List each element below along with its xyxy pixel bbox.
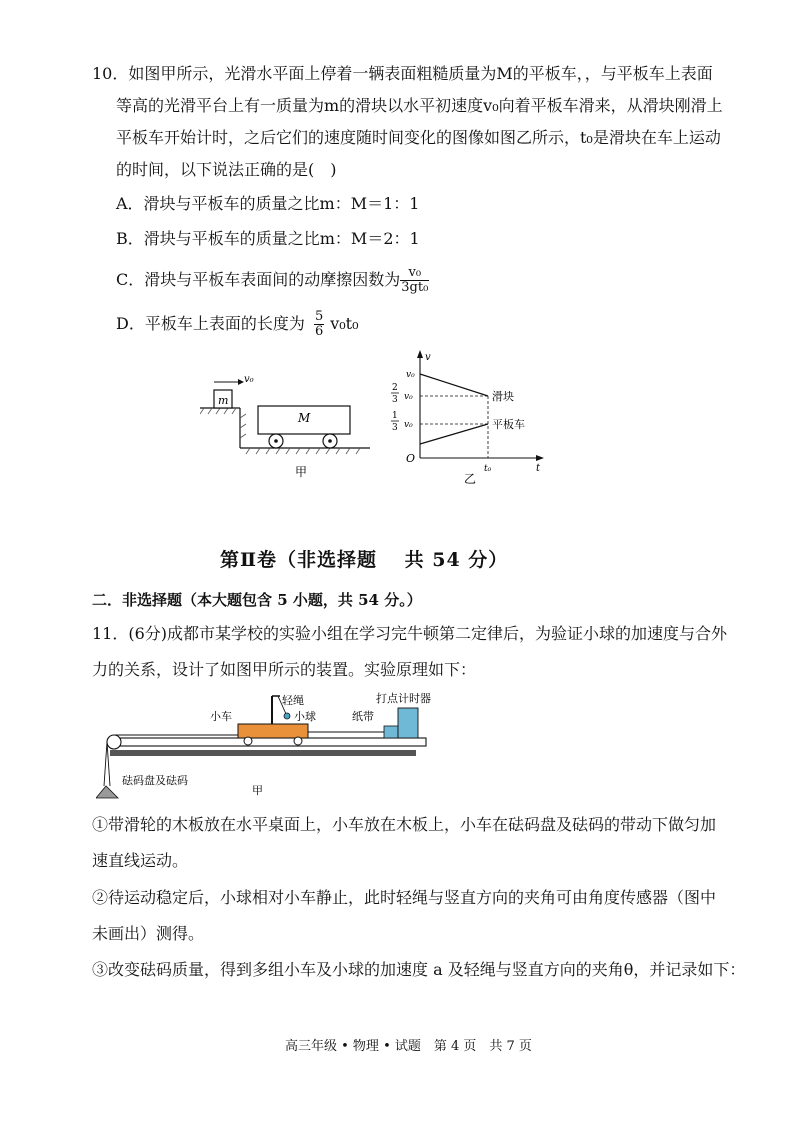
pulley-icon <box>107 735 121 749</box>
q11-step3: ③改变砝码质量，得到多组小车及小球的加速度 a 及轻绳与竖直方向的夹角θ，并记录如下： <box>92 960 746 979</box>
series-label-block: 滑块 <box>492 390 514 403</box>
wheel-icon <box>294 737 302 745</box>
figure-jia-caption: 甲 <box>295 465 308 479</box>
tick-two-thirds-num: 2 <box>392 383 398 393</box>
series-line-block <box>420 374 488 396</box>
wheel-icon <box>244 737 252 745</box>
q10-option-b: B．滑块与平板车的质量之比m：M＝2：1 <box>116 229 420 248</box>
weight-pan-icon <box>96 786 118 798</box>
q10-option-d <box>116 310 359 339</box>
q11-line2: 力的关系，设计了如图甲所示的装置。实验原理如下： <box>92 660 477 679</box>
label-m: m <box>218 394 229 407</box>
fraction-numerator: v₀ <box>400 266 429 281</box>
label-cart: 小车 <box>210 710 232 723</box>
q10-option-c-fraction <box>400 266 429 295</box>
origin-label: O <box>406 452 416 465</box>
figure-yi-caption: 乙 <box>464 472 477 485</box>
page-footer: 高三年级 • 物理 • 试题 第 4 页 共 7 页 <box>285 1039 532 1054</box>
tick-two-thirds-v0: v₀ <box>404 392 413 402</box>
label-ball: 小球 <box>294 710 316 723</box>
label-M: M <box>298 411 311 425</box>
wooden-board <box>110 738 426 746</box>
series-line-cart <box>420 424 488 444</box>
table-surface <box>110 750 416 756</box>
tick-one-third-den: 3 <box>392 423 398 433</box>
tick-two-thirds-den: 3 <box>392 395 398 405</box>
q10-option-a: A．滑块与平板车的质量之比m：M＝1：1 <box>116 194 420 213</box>
q11-line1: 11．(6分)成都市某学校的实验小组在学习完牛顿第二定律后，为验证小球的加速度与合外 <box>92 624 728 643</box>
section-title: 第Ⅱ卷（非选择题 共 54 分） <box>220 549 509 571</box>
q11-step1-line1: ①带滑轮的木板放在水平桌面上，小车放在木板上，小车在砝码盘及砝码的带动下做匀加 <box>92 815 717 834</box>
ball-icon <box>284 713 290 719</box>
q11-step1-line2: 速直线运动。 <box>92 851 189 870</box>
axis-label-v: v <box>425 352 431 363</box>
tick-label-t0: t₀ <box>484 464 492 474</box>
cart-body <box>238 724 308 738</box>
q10-line4: 的时间，以下说法正确的是( ) <box>116 160 337 179</box>
figure-yi-vt-graph <box>388 350 548 485</box>
fraction-denominator: 3gt₀ <box>401 280 429 295</box>
q10-line3: 平板车开始计时，之后它们的速度随时间变化的图像如图乙所示，t₀是滑块在车上运动 <box>116 128 721 147</box>
figure-apparatus <box>96 690 436 802</box>
q10-option-d-tail: v₀t₀ <box>330 314 359 333</box>
label-tape: 纸带 <box>352 710 374 723</box>
axis-label-t: t <box>536 463 541 474</box>
q10-line1: 10．如图甲所示，光滑水平面上停着一辆表面粗糙质量为M的平板车，，与平板车上表面 <box>92 64 713 83</box>
tick-label-v0: v₀ <box>406 370 415 380</box>
label-weights: 砝码盘及砝码 <box>122 774 188 787</box>
q10-option-d-text: D．平板车上表面的长度为 <box>116 314 305 333</box>
tick-one-third-num: 1 <box>392 411 398 421</box>
timer-device <box>398 708 418 738</box>
section-subtitle: 二．非选择题（本大题包含 5 小题，共 54 分。） <box>92 591 422 609</box>
series-label-cart: 平板车 <box>492 418 525 431</box>
q10-option-c <box>116 266 429 295</box>
q10-option-c-text: C．滑块与平板车表面间的动摩擦因数为 <box>116 270 401 289</box>
label-rope: 轻绳 <box>282 694 304 707</box>
q10-line2: 等高的光滑平台上有一质量为m的滑块以水平初速度v₀向着平板车滑来，从滑块刚滑上 <box>116 96 723 115</box>
fraction-denominator: 6 <box>314 324 324 339</box>
figure-jia-cart <box>200 368 370 483</box>
q11-step2-line2: 未画出）测得。 <box>92 924 205 943</box>
q10-option-d-fraction <box>314 310 324 339</box>
tick-one-third-v0: v₀ <box>404 420 413 430</box>
label-timer: 打点计时器 <box>376 692 431 705</box>
figure-apparatus-caption: 甲 <box>252 784 263 797</box>
fraction-numerator: 5 <box>314 309 324 324</box>
q11-step2-line1: ②待运动稳定后，小球相对小车静止，此时轻绳与竖直方向的夹角可由角度传感器（图中 <box>92 888 717 907</box>
label-v0: v₀ <box>244 374 254 385</box>
